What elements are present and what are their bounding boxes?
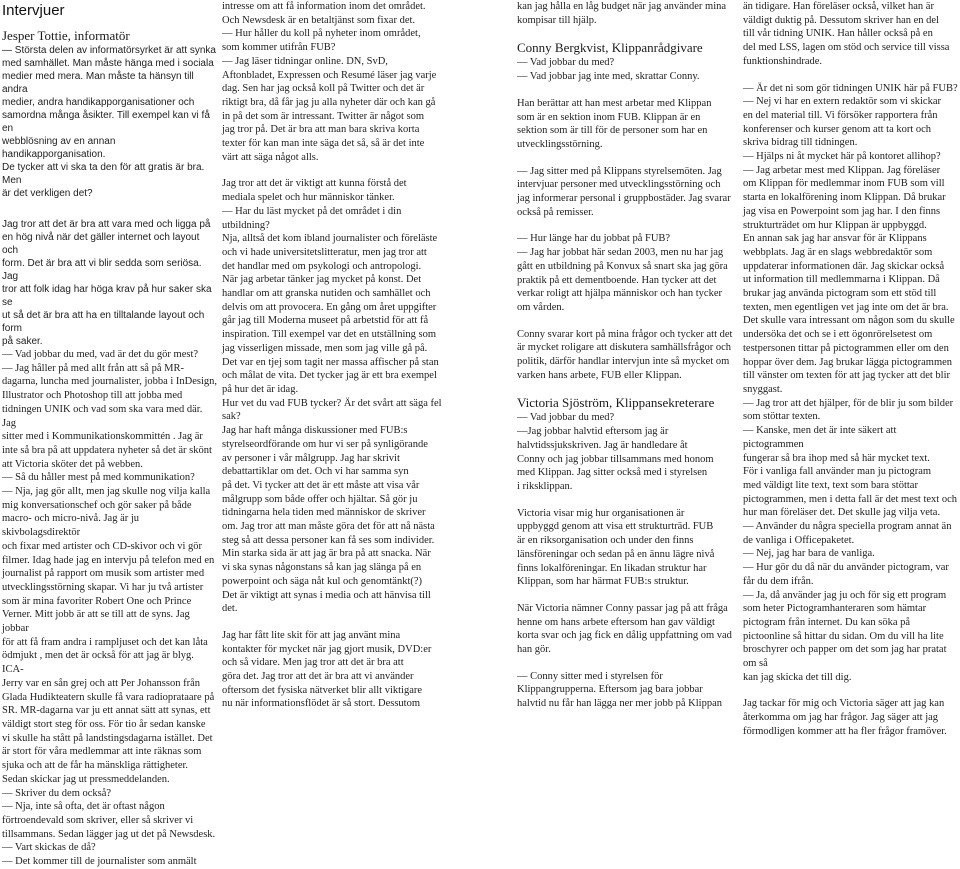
text-line: till vår tidning UNIK. Han håller också på en <box>743 28 933 40</box>
text-line: kan jag skicka det till dig. <box>743 671 852 683</box>
text-line: Jerry var en sån grej och att Per Johansson från <box>2 677 200 689</box>
text-line: vi ska synas någonstans så kan jag slänga på en <box>222 562 422 574</box>
body-paragraph <box>517 56 739 83</box>
text-line: SR. MR-dagarna var ju ett annat sätt att synas, ett <box>2 705 211 717</box>
text-line: delvis om att provocera. En gång om året uppgifter <box>222 301 437 313</box>
text-line: får du dem ifrån. <box>743 575 814 587</box>
text-line: sak? <box>222 411 241 423</box>
text-line: utbildning? <box>222 219 270 231</box>
text-line: debattartiklar om det. Och vi har samma syn <box>222 466 409 478</box>
text-line: oftersom det fysiska nätverket blir allt viktigare <box>222 684 423 696</box>
text-line: och målat de vita. Det tycker jag är ett bra exempel <box>222 370 437 382</box>
text-line: — Jag håller på med allt från att så på MR- <box>2 362 184 374</box>
text-line: — Nej, jag har bara de vanliga. <box>743 548 875 560</box>
text-line: — Vad jobbar jag inte med, skrattar Conny. <box>517 71 700 83</box>
text-line: styrelseordförande om hur vi ser på synligörande <box>222 438 428 450</box>
text-line: — Jag arbetar mest med Klippan. Jag föreläser <box>743 164 941 176</box>
body-paragraph <box>222 177 444 616</box>
text-line: sjuka och att de får ha mänskliga rättigheter. <box>2 760 189 772</box>
text-line: det. <box>222 603 238 615</box>
text-line: — Är det ni som gör tidningen UNIK här på FUB? <box>743 82 958 94</box>
body-paragraph <box>517 328 739 383</box>
text-line: intresse om att få information inom det området. <box>222 1 426 12</box>
text-line: webblösning av en annan handikapporganisation. <box>2 136 116 160</box>
text-line: och fixar med artister och CD-skivor och vi gör <box>2 540 203 552</box>
text-line: fungerar så bra ihop med så här mycket text. <box>743 452 930 464</box>
text-line: också på remisser. <box>517 206 594 218</box>
text-line: förtroendevald som skriver, eller så skriver vi <box>2 814 194 826</box>
text-line: del med LSS, lagen om stöd och service till vissa <box>743 42 950 54</box>
text-line: kompisar till hjälp. <box>517 14 597 26</box>
lead-paragraph-1 <box>2 44 218 200</box>
text-line: och så vidare. Men jag tror att det är bra att <box>222 657 404 669</box>
text-line: — Det kommer till de journalister som anmält <box>2 856 197 868</box>
text-line: mediala spelet och hur människor tänker. <box>222 192 395 204</box>
text-line: — Ja, då använder jag ju och för sig ett program <box>743 589 947 601</box>
text-line: sektion som är till för de personer som har en <box>517 125 708 137</box>
column-3 <box>517 0 739 710</box>
text-line: — Hjälps ni åt mycket här på kontoret allihop? <box>743 151 941 163</box>
text-line: broschyrer och papper om det som jag har pratat om så <box>743 644 947 670</box>
text-line: kontakter för mycket när jag gjort musik, DVD:er <box>222 643 432 655</box>
text-line: Min starka sida är att jag är bra på att snacka. När <box>222 548 431 560</box>
body-paragraph <box>517 411 739 493</box>
text-line: länsföreningar och sedan på en ännu lägre nivå <box>517 548 715 560</box>
text-line: hoppar över dem. Jag brukar lägga pictogrammen <box>743 356 953 368</box>
text-line: kan jag hålla en låg budget när jag använder mina <box>517 1 727 12</box>
text-line: — Hur länge har du jobbat på FUB? <box>517 233 671 245</box>
text-line: tidningen UNIK och vad som ska vara med där. Jag <box>2 403 203 429</box>
text-line: riktigt bra, då får jag ju alla nyheter där och kan gå <box>222 96 436 108</box>
text-line: texter för kan man inte säga det så, så är det inte <box>222 138 425 150</box>
text-line: praktik på ett dementboende. Han tycker att det <box>517 274 717 286</box>
text-line: Han berättar att han mest arbetar med Klippan <box>517 97 712 109</box>
text-line: på hur det är idag. <box>222 383 299 395</box>
text-line: macro- och micro-nivå. Jag är ju skivbolagsdirektör <box>2 513 140 539</box>
text-line: texten, men egentligen vet jag inte om det är bra. <box>743 301 949 313</box>
text-line: att Victoria sköter det på webben. <box>2 458 143 470</box>
text-line: Det är viktigt att synas i media och att hänvisa till <box>222 589 431 601</box>
text-line: halvtid nu får han lägga ner mer jobb på Klippan <box>517 698 722 710</box>
text-line: powerpoint och säga nåt kul och genomtänkt(?) <box>222 575 423 587</box>
text-line: inspiration. Till exempel var det en utställning som <box>222 329 437 341</box>
page-title: Intervjuer <box>2 2 65 19</box>
text-line: skriva bidrag till tidningen. <box>743 137 858 149</box>
text-line: steg så att dessa personer kan få ses som individer. <box>222 534 435 546</box>
body-paragraph <box>743 0 958 69</box>
body-paragraph <box>743 697 958 738</box>
interviewee-heading-jesper: Jesper Tottie, informatör <box>2 28 130 43</box>
text-line: medier med mera. Man måste ta hänsyn till andra <box>2 71 194 95</box>
text-line: Glada Hudikteatern skulle få vara radioprataare på <box>2 691 215 703</box>
text-line: Det var en tjej som tagit ner massa affischer på stan <box>222 356 439 368</box>
text-line: i riksklippan. <box>517 480 573 492</box>
text-line: starta en lokalförening inom Klippan. Då brukar <box>743 192 946 204</box>
text-line: Jag har fått lite skit för att jag använt mina <box>222 629 401 641</box>
text-line: än tidigare. Han föreläser också, vilket han är <box>743 1 934 12</box>
text-line: verkar roligt att hjälpa människor och han tycker <box>517 288 722 300</box>
text-line: som kommer utifrån FUB? <box>222 42 336 54</box>
text-line: samordna många åsikter. Till exempel kan vi få en <box>2 110 210 134</box>
text-line: intervjuar personer med utvecklingsstörning och <box>517 179 721 191</box>
body-paragraph <box>222 0 444 164</box>
text-line: pictogram från internet. Du kan söka på <box>743 616 911 628</box>
text-line: för att få fram andra i rampljuset och det kan låta <box>2 636 208 648</box>
body-paragraph <box>222 629 444 711</box>
text-line: tillsammans. Sedan lägger jag ut det på Newsdesk. <box>2 828 216 840</box>
text-line: Victoria visar mig hur organisationen är <box>517 507 685 519</box>
text-line: det handlar med om psykologi och antropologi. <box>222 260 422 272</box>
text-line: — Vad jobbar du med? <box>517 57 615 69</box>
text-line: — Hur gör du då när du använder pictogram, var <box>743 562 949 574</box>
text-line: uppbyggd genom att visa ett strukturträd. FUB <box>517 521 714 533</box>
text-line: som är en sektion inom FUB. Klippan är en <box>517 111 701 123</box>
text-line: funktionshindrade. <box>743 55 823 67</box>
text-line: När Victoria nämner Conny passar jag på att fråga <box>517 602 728 614</box>
text-line: väldigt duktig på. Dessutom skriver han en del <box>743 14 939 26</box>
body-paragraph <box>517 165 739 220</box>
text-line: — Jag läser tidningar online. DN, SvD, <box>222 55 388 67</box>
text-line: — Jag tror att det hjälper, för de blir ju som bilder <box>743 397 954 409</box>
text-line: vi skulle ha stått på landstingsdagarna istället. Det <box>2 732 213 744</box>
text-line: de vanliga i Officepaketet. <box>743 534 855 546</box>
text-line: ut så det är bra att ha en tilltalande layout och form <box>2 310 205 334</box>
text-line: Klippangrupperna. Eftersom jag bara jobbar <box>517 684 703 696</box>
text-line: Sedan skickar jag ut pressmeddelanden. <box>2 773 170 785</box>
interviewee-heading-victoria: Victoria Sjöström, Klippansekreterare <box>517 395 715 411</box>
text-line: väldigt stort steg för oss. För tio år sedan kanske <box>2 718 206 730</box>
lead-paragraph-2 <box>2 218 218 348</box>
text-line: — Största delen av informatörsyrket är att synka <box>2 45 216 56</box>
column-4 <box>743 0 958 737</box>
column-2 <box>222 0 444 710</box>
text-line: politik, därför handlar intervjun inte så mycket om <box>517 356 730 368</box>
text-line: strukturträdet om hur Klippan är uppbyggd. <box>743 219 927 231</box>
text-line: — Använder du några speciella program annat än <box>743 521 952 533</box>
text-line: sitter med i Kommunikationskommittén . Jag är <box>2 431 203 443</box>
text-line: tror att folk idag har höga krav på hur saker ska se <box>2 284 212 308</box>
body-paragraph <box>517 97 739 152</box>
text-line: Jag tror att det är viktigt att kunna förstå det <box>222 178 407 190</box>
text-line: korta svar och jag fick en dålig uppfattning om vad <box>517 630 732 642</box>
text-line: — Har du läst mycket på det området i din <box>222 205 402 217</box>
body-paragraph <box>743 82 958 685</box>
text-line: om Klippan för medlemmar inom FUB som vill <box>743 178 945 190</box>
text-line: göra det. Jag tror att det är bra att vi använder <box>222 671 414 683</box>
text-line: tidningarna hela tiden med människor de skriver <box>222 507 426 519</box>
text-line: — Nja, jag gör allt, men jag skulle nog vilja kalla <box>2 486 211 498</box>
text-line: journalist på rapport om musik som artister med <box>2 568 205 580</box>
text-line: en hög nivå när det gäller internet och layout och <box>2 232 200 256</box>
text-line: När jag arbetar tänker jag mycket på konst. Det <box>222 274 422 286</box>
text-line: dagarna, luncha med journalister, jobba i InDesign, <box>2 376 218 388</box>
text-line: —Jag jobbar halvtid eftersom jag är <box>517 426 669 438</box>
text-line: snyggast. <box>743 383 783 395</box>
text-line: brukar jag använda pictogram som ett stöd till <box>743 288 937 300</box>
text-line: med väldigt lite text, text som bara stöttar <box>743 479 918 491</box>
text-line: — Jag har jobbat här sedan 2003, men nu har jag <box>517 247 724 259</box>
text-line: Jag har haft många diskussioner med FUB:s <box>222 425 408 437</box>
text-line: jag visserligen missade, men som jag ville gå på. <box>222 342 428 354</box>
body-paragraph <box>517 670 739 711</box>
text-line: En annan sak jag har ansvar för är Klippans <box>743 233 927 245</box>
text-line: — Vad jobbar du med? <box>517 412 615 424</box>
body-paragraph <box>517 0 739 27</box>
body-paragraph <box>517 602 739 657</box>
text-line: — Vad jobbar du med, vad är det du gör mest? <box>2 349 199 360</box>
text-line: gått en utbildning på Konvux så snart ska jag göra <box>517 260 728 272</box>
text-line: utvecklingsstörning. <box>517 138 603 150</box>
text-line: Jag tror att det är bra att vara med och ligga på <box>2 219 211 230</box>
text-line: filmer. Idag hade jag en intervju på telefon med en <box>2 554 215 566</box>
text-line: halvtidssjukskriven. Jag är handledare åt <box>517 439 688 451</box>
text-line: webbplats. Jag är en slags webbredaktör som <box>743 246 933 258</box>
text-line: Conny och jag jobbar tillsammans med honom <box>517 453 714 465</box>
text-line: Jag tackar för mig och Victoria säger att jag kan <box>743 698 945 710</box>
text-line: som heter Pictogramhanteraren som hämtar <box>743 603 927 615</box>
interviewee-heading-conny: Conny Bergkvist, Klippanrådgivare <box>517 40 703 56</box>
text-line: som är mina favoriter Robert One och Prince <box>2 595 192 607</box>
text-line: mig konversationschef och gör saker på både <box>2 499 192 511</box>
body-paragraph <box>2 348 218 869</box>
text-line: med Klippan. Jag sitter också med i styrelsen <box>517 467 708 479</box>
text-line: testpersonen tittar på pictogrammen eller om den <box>743 342 949 354</box>
text-line: ödmjukt , men det är också för att jag är blyg. ICA- <box>2 650 194 676</box>
text-line: — Nej vi har en extern redaktör som vi skickar <box>743 96 941 108</box>
text-line: om. Jag tror att man måste göra det för att nå nästa <box>222 521 435 533</box>
text-line: återkomma om jag har frågor. Jag säger att jag <box>743 712 939 724</box>
text-line: dag. Sen har jag också koll på Twitter och det är <box>222 83 425 95</box>
text-line: konferenser och kurser genom att ta kort och <box>743 123 932 135</box>
text-line: är det verkligen det? <box>2 188 93 199</box>
text-line: Nja, alltså det kom ibland journalister och föreläste <box>222 233 438 245</box>
text-line: en del material till. Vi försöker rapportera från <box>743 109 938 121</box>
text-line: Verner. Mitt jobb är att se till att de syns. Jag jobbar <box>2 609 190 635</box>
text-line: är mycket roligare att diskutera samhällsfrågor och <box>517 342 731 354</box>
text-line: hur man föreläser det. Det skulle jag vilja veta. <box>743 507 941 519</box>
text-line: in på det som är intressant. Twitter är något som <box>222 110 425 122</box>
text-line: För i vanliga fall använder man ju pictogram <box>743 466 932 478</box>
text-line: och vi hade universitetslitteratur, men jag tror att <box>222 246 427 258</box>
text-line: värt att säga något alls. <box>222 151 319 163</box>
text-line: till vänster om texten för att jag tycker att det blir <box>743 370 951 382</box>
text-line: med samhället. Man måste hänga med i sociala <box>2 58 214 69</box>
text-line: jag visa en Powerpoint som jag har. I den finns <box>743 205 941 217</box>
text-line: Conny svarar kort på mina frågor och tycker att det <box>517 328 733 340</box>
text-line: Aftonbladet, Expressen och Resumé läser jag varje <box>222 69 437 81</box>
text-line: finns lokalföreningar. En likadan struktur har <box>517 562 707 574</box>
text-line: — Hur håller du koll på nyheter inom området, <box>222 28 421 40</box>
text-line: — Kanske, men det är inte säkert att pictogrammen <box>743 425 897 450</box>
text-line: som stöttar texten. <box>743 411 821 423</box>
text-line: — Vart skickas de då? <box>2 842 96 854</box>
text-line: Det skulle vara intressant om någon som du skulle <box>743 315 955 327</box>
text-line: — Så du håller mest på med kommunikation? <box>2 472 195 484</box>
text-line: inte så bra på att uppdatera nyheter så det är skönt <box>2 444 212 456</box>
text-line: — Conny sitter med i styrelsen för <box>517 670 663 682</box>
text-line: på saker. <box>2 336 43 347</box>
text-line: är en riksorganisation och under den finns <box>517 535 694 547</box>
body-paragraph <box>517 232 739 314</box>
text-line: uppdaterar informationen där. Jag skickar också <box>743 260 945 272</box>
text-line: form. Det är bra att vi blir sedda som seriösa. Jag <box>2 258 202 282</box>
text-line: jag informerar personal i gruppbostäder. Jag svarar <box>517 193 731 205</box>
text-line: förmodligen kommer att ha fler frågor framöver. <box>743 725 947 737</box>
text-line: går jag till Moderna museet på arbetstid för att få <box>222 315 429 327</box>
text-line: Hur vet du vad FUB tycker? Är det svårt att säga fel <box>222 397 442 409</box>
text-line: — Nja, inte så ofta, det är oftast någon <box>2 801 165 813</box>
text-line: pictoonline så hittar du sidan. Om du vill ha lite <box>743 630 944 642</box>
text-line: — Skriver du dem också? <box>2 787 112 799</box>
text-line: på det. Vi tycker att det är ett måste att visa vår <box>222 479 420 491</box>
text-line: är stort för våra medlemmar att inte räknas som <box>2 746 202 758</box>
text-line: utvecklingsstörning skapar. Vi har ju två artister <box>2 581 204 593</box>
text-line: Och Newsdesk är en betaltjänst som fixar det. <box>222 14 416 26</box>
text-line: jag tror på. Det är bra att man bara skriva korta <box>222 124 420 136</box>
text-line: varken hans arbete, FUB eller Klippan. <box>517 369 682 381</box>
text-line: undersöka det och se i ett ögonrörelsetest om <box>743 329 933 341</box>
text-line: ut information till medlemmarna i Klippan. Då <box>743 274 940 286</box>
text-line: handlar om att granska nutiden och samhället och <box>222 288 431 300</box>
text-line: han gör. <box>517 644 551 656</box>
body-paragraph <box>517 507 739 589</box>
text-line: Klippan, som har härmat FUB:s struktur. <box>517 576 689 588</box>
text-line: av personer i vår målgrupp. Jag har skrivit <box>222 452 400 464</box>
text-line: henne om hans arbete eftersom han gav väldigt <box>517 616 715 628</box>
text-line: De tycker att vi ska ta den för att gratis är bra. Men <box>2 162 205 186</box>
text-line: medier, andra handikapporganisationer och <box>2 97 195 108</box>
text-line: Illustrator och Photoshop till att jobba med <box>2 390 183 402</box>
text-line: — Jag sitter med på Klippans styrelsemöten. Jag <box>517 165 722 177</box>
text-line: målgrupp som både offer och hjältar. Så gör ju <box>222 493 418 505</box>
text-line: nu när informationsflödet är så stort. Dessutom <box>222 698 421 710</box>
text-line: pictogrammen, men i detta fall är det mest text och <box>743 493 958 505</box>
text-line: om vården. <box>517 301 565 313</box>
column-1 <box>2 0 218 868</box>
